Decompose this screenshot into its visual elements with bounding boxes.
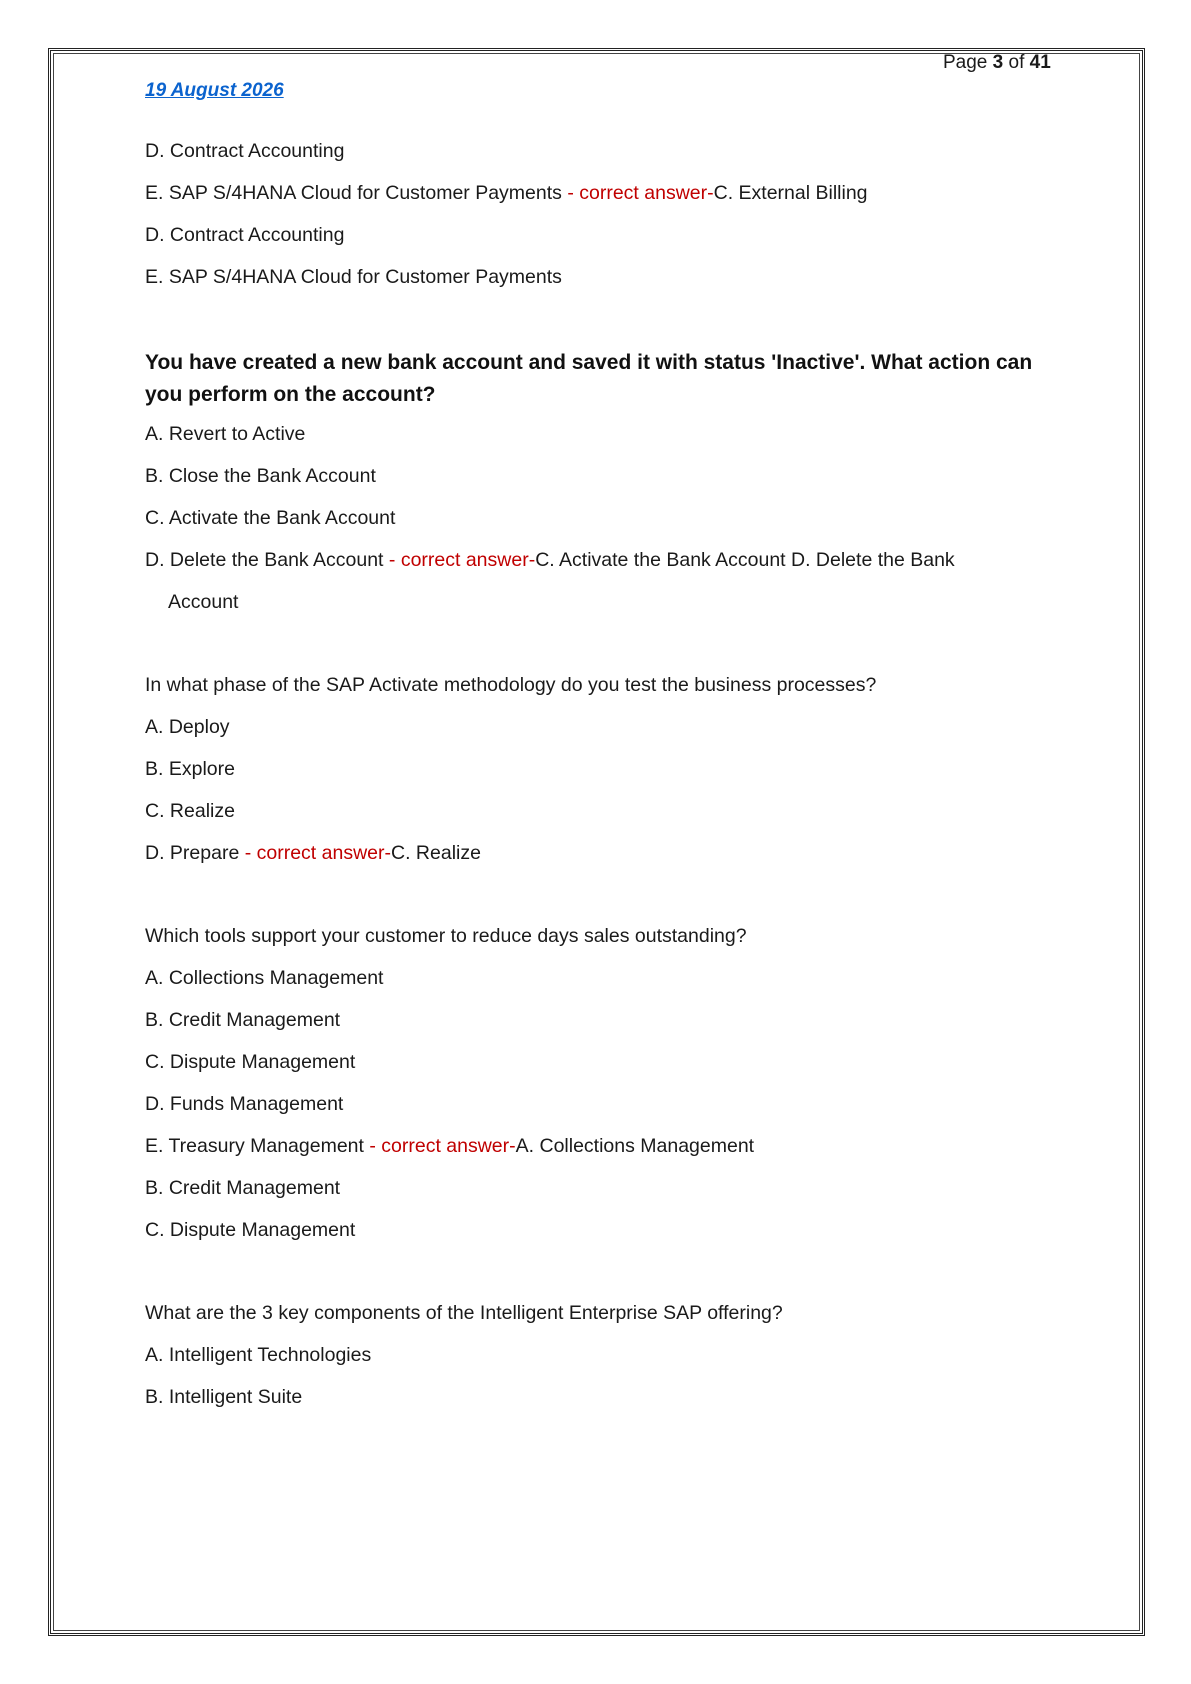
answer-option: D. Contract Accounting — [145, 140, 345, 162]
answer-option: D. Contract Accounting — [145, 224, 345, 246]
answer-option: C. Realize — [145, 800, 235, 822]
answer-option: E. SAP S/4HANA Cloud for Customer Payments — [145, 266, 562, 288]
correct-answer-marker: - correct answer- — [388, 549, 536, 571]
answer-option-with-key: E. Treasury Management - correct answer-A. Collections Management — [145, 1135, 755, 1157]
question-text: In what phase of the SAP Activate methodology do you test the business processes? — [145, 674, 877, 696]
question-text: Which tools support your customer to reduce days sales outstanding? — [145, 925, 747, 947]
answer-option: B. Intelligent Suite — [145, 1386, 303, 1408]
answer-option: B. Explore — [145, 758, 235, 780]
answer-option: B. Credit Management — [145, 1009, 341, 1031]
answer-option-with-key: D. Delete the Bank Account - correct answer-C. Activate the Bank Account D. Delete the Bank — [145, 549, 955, 571]
answer-continuation: Account — [168, 591, 239, 613]
answer-option-with-key: E. SAP S/4HANA Cloud for Customer Payments - correct answer-C. External Billing — [145, 182, 868, 204]
answer-option: A. Deploy — [145, 716, 230, 738]
correct-answer-marker: - correct answer- — [244, 842, 391, 864]
answer-option: B. Close the Bank Account — [145, 465, 376, 487]
answer-option: D. Funds Management — [145, 1093, 344, 1115]
header-date: 19 August 2026 — [145, 80, 284, 101]
answer-option: A. Intelligent Technologies — [145, 1344, 372, 1366]
question-text: What are the 3 key components of the Intelligent Enterprise SAP offering? — [145, 1302, 783, 1324]
correct-answer-marker: - correct answer- — [567, 182, 714, 204]
answer-option: B. Credit Management — [145, 1177, 341, 1199]
answer-option: C. Dispute Management — [145, 1051, 356, 1073]
answer-option-with-key: D. Prepare - correct answer-C. Realize — [145, 842, 481, 864]
question-text: You have created a new bank account and saved it with status 'Inactive'. What action can you perform on the account? — [145, 351, 1033, 406]
correct-answer-marker: - correct answer- — [369, 1135, 516, 1157]
answer-option: A. Collections Management — [145, 967, 384, 989]
answer-option: C. Dispute Management — [145, 1219, 356, 1241]
answer-option: A. Revert to Active — [145, 423, 306, 445]
answer-option: C. Activate the Bank Account — [145, 507, 396, 529]
page-number: Page 3 of 41 — [943, 52, 1051, 73]
